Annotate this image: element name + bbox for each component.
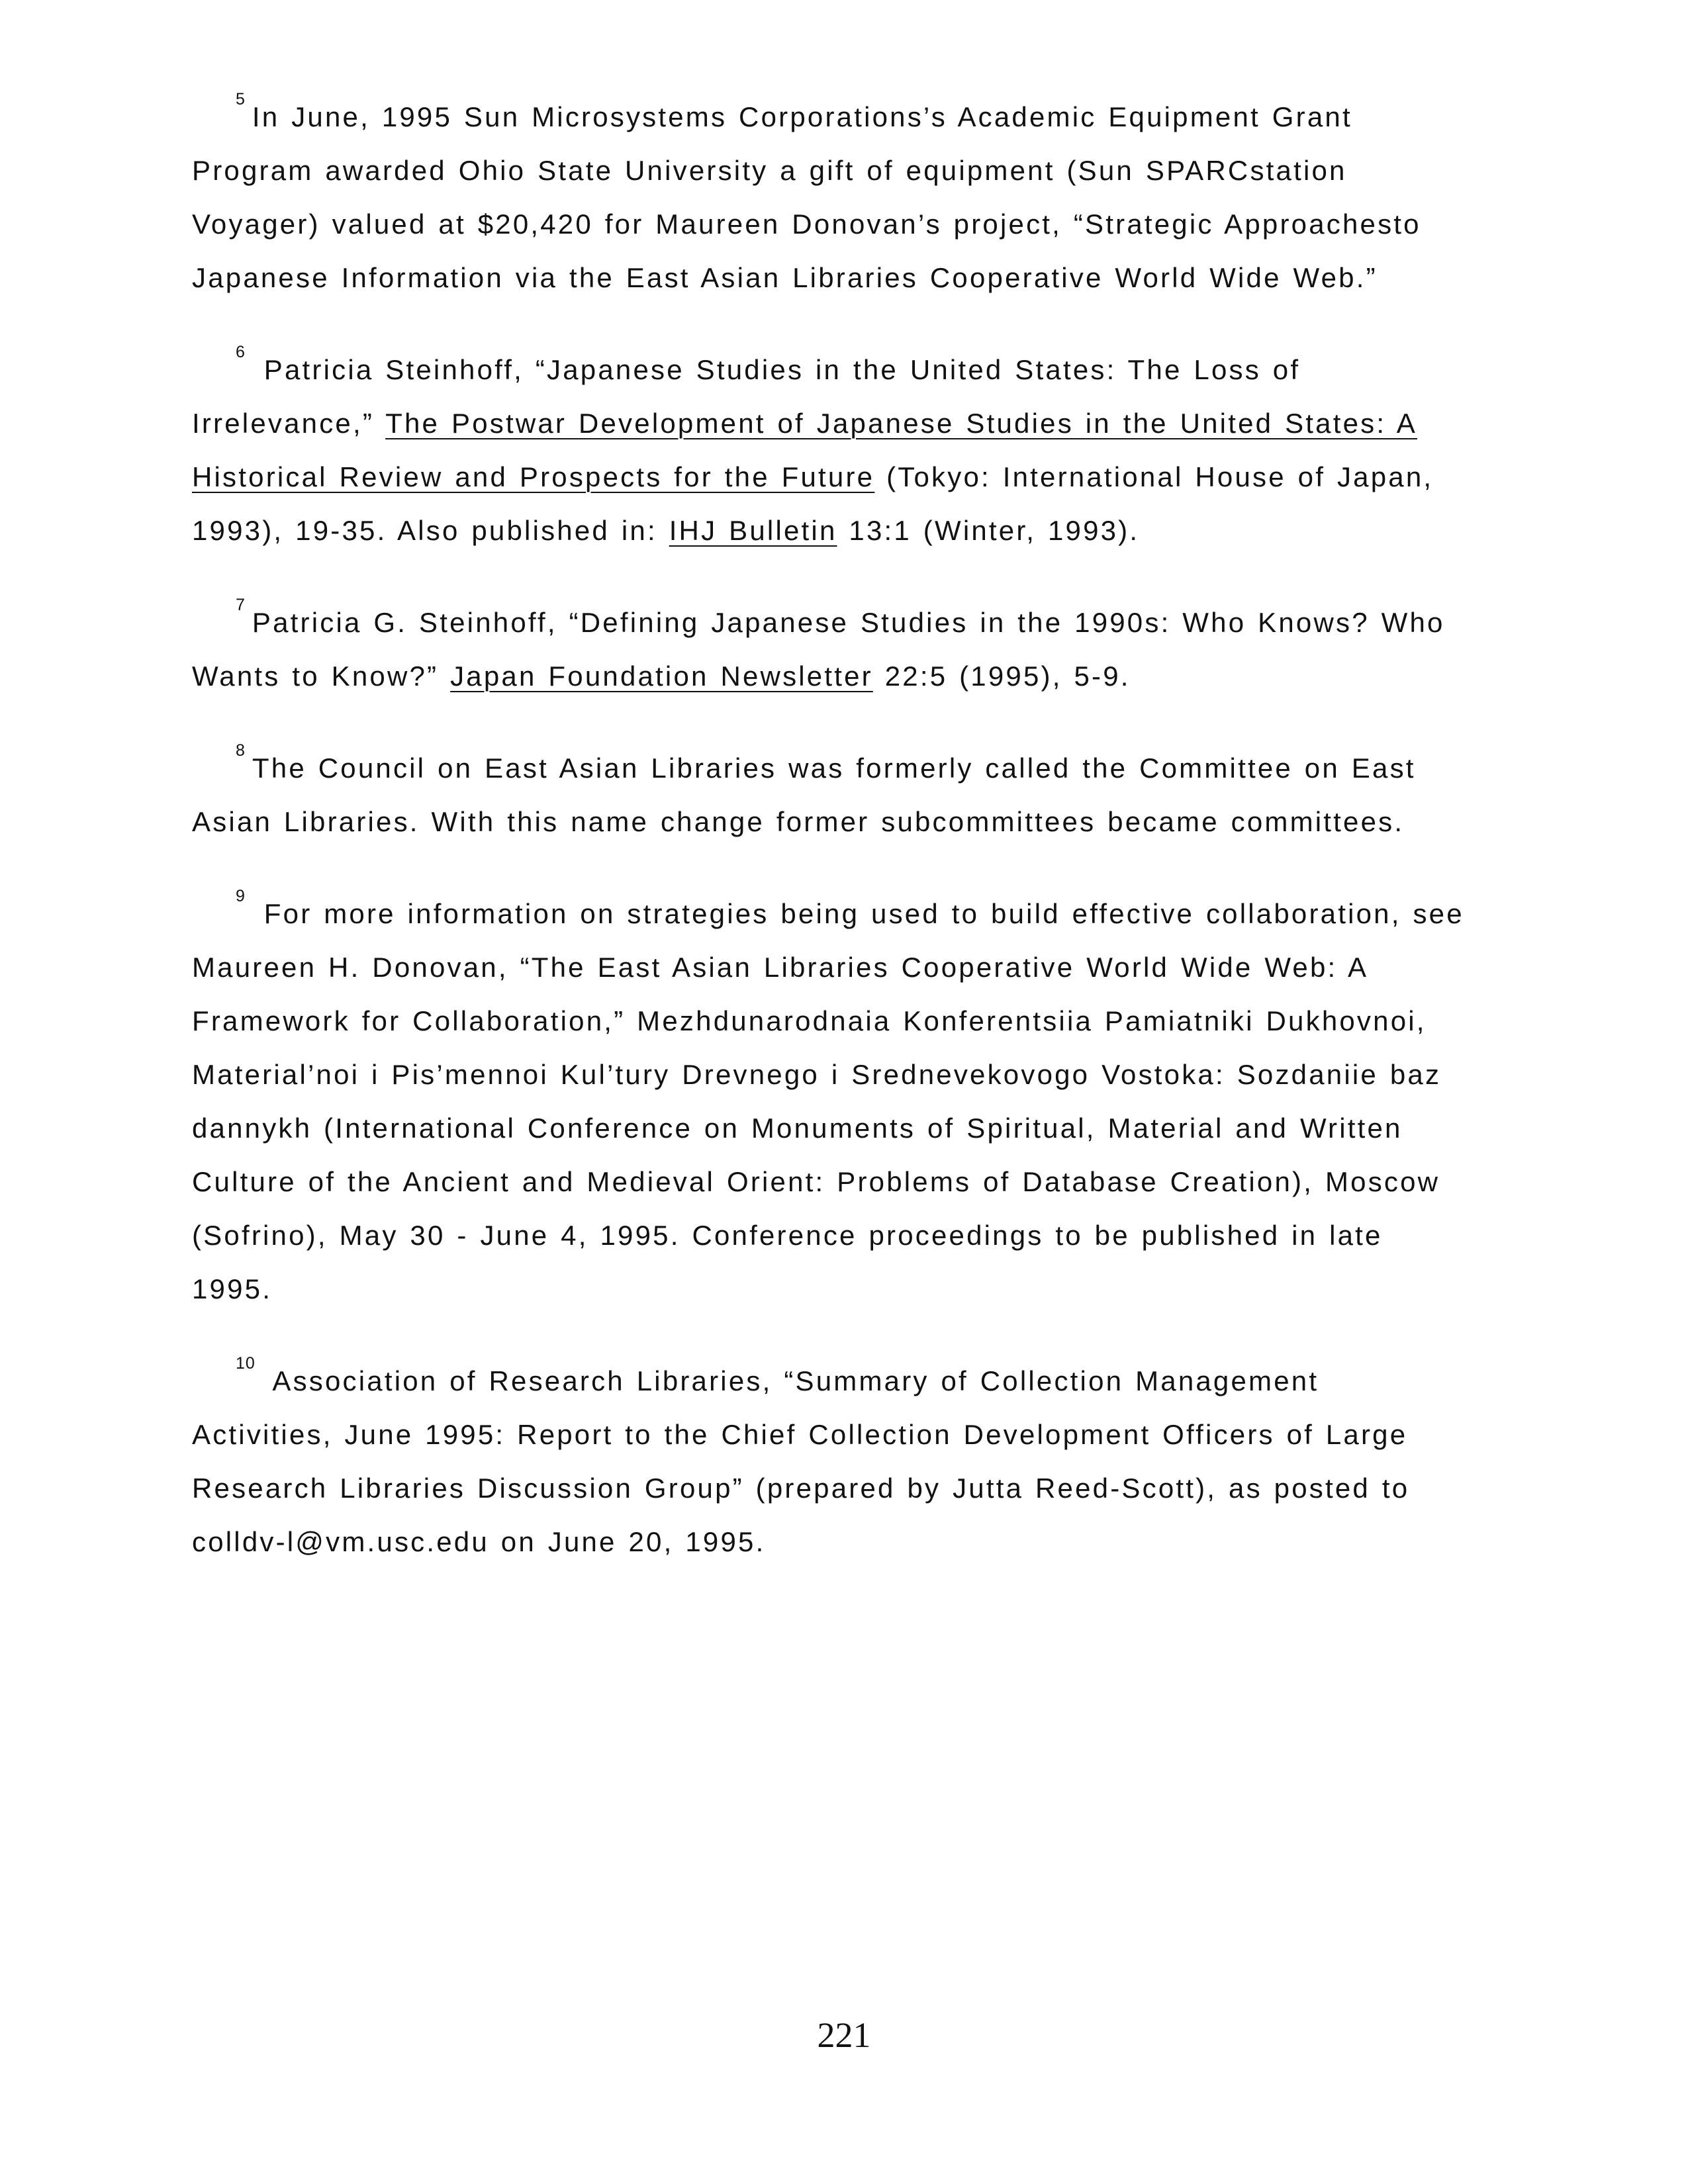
- footnote-number: 8: [236, 741, 246, 760]
- footnote-text: Patricia Steinhoff, “Japanese Studies in the United States: The Loss of Irrelevance,”: [192, 354, 1301, 439]
- footnote-text: 22:5 (1995), 5-9.: [872, 660, 1131, 692]
- footnote-number: 9: [236, 887, 246, 905]
- footnote-number: 10: [236, 1354, 256, 1373]
- footnote-text: In June, 1995 Sun Microsystems Corporations’s Academic Equipment Grant Program awarded Ohio State University a gift of equipment (Sun SPARCstation Voyager) valued at $20,420 for Maureen Donovan’s project, “Strategic Approachesto Japanese Information via the East Asian Libraries Cooperative World Wide Web.”: [192, 101, 1421, 293]
- footnotes-list: [192, 85, 1470, 1602]
- page-number: 221: [817, 2015, 871, 2055]
- footnote-9: [192, 882, 1470, 1316]
- footnote-text: (Tokyo: International House of Japan, 1993), 19-35. Also published in:: [192, 461, 1434, 546]
- footnote-6: [192, 338, 1470, 557]
- book-title: The Postwar Development of Japanese Studies in the United States: A Historical Review and Prospects for the Future: [192, 408, 1417, 492]
- footnote-number: 7: [236, 596, 246, 614]
- footnote-number: 5: [236, 90, 246, 109]
- journal-title: IHJ Bulletin: [669, 515, 837, 546]
- footnote-5: [192, 85, 1470, 304]
- footnote-text: Association of Research Libraries, “Summary of Collection Management Activities, June 1995: Report to the Chief Collection Development Officers of Large Research Libraries Discussion Group” (prepared by Jutta Reed-Scott), as posted to colldv-l@vm.usc.edu on June 20, 1995.: [192, 1365, 1410, 1557]
- footnote-number: 6: [236, 343, 246, 361]
- footnote-8: [192, 736, 1470, 848]
- footnote-text: The Council on East Asian Libraries was formerly called the Committee on East Asian Libraries. With this name change former subcommittees became committees.: [192, 752, 1416, 837]
- footnote-10: [192, 1349, 1470, 1569]
- journal-title: Japan Foundation Newsletter: [450, 660, 873, 692]
- footnote-text: For more information on strategies being used to build effective collaboration, see Maureen H. Donovan, “The East Asian Libraries Cooperative World Wide Web: A Framework for Collaboration,” Mezhdunarodnaia Konferentsiia Pamiatniki Dukhovnoi, Material’noi i Pis’mennoi Kul’tury Drevnego i Srednevekovogo Vostoka: Sozdaniie baz dannykh (International Conference on Monuments of Spiritual, Material and Written Culture of the Ancient and Medieval Orient: Problems of Database Creation), Moscow (Sofrino), May 30 - June 4, 1995. Conference proceedings to be published in late 1995.: [192, 898, 1464, 1304]
- footnote-7: [192, 590, 1470, 703]
- footnote-text: 13:1 (Winter, 1993).: [837, 515, 1140, 546]
- footnote-text: Patricia G. Steinhoff, “Defining Japanese Studies in the 1990s: Who Knows? Who Wants to Know?”: [192, 607, 1445, 692]
